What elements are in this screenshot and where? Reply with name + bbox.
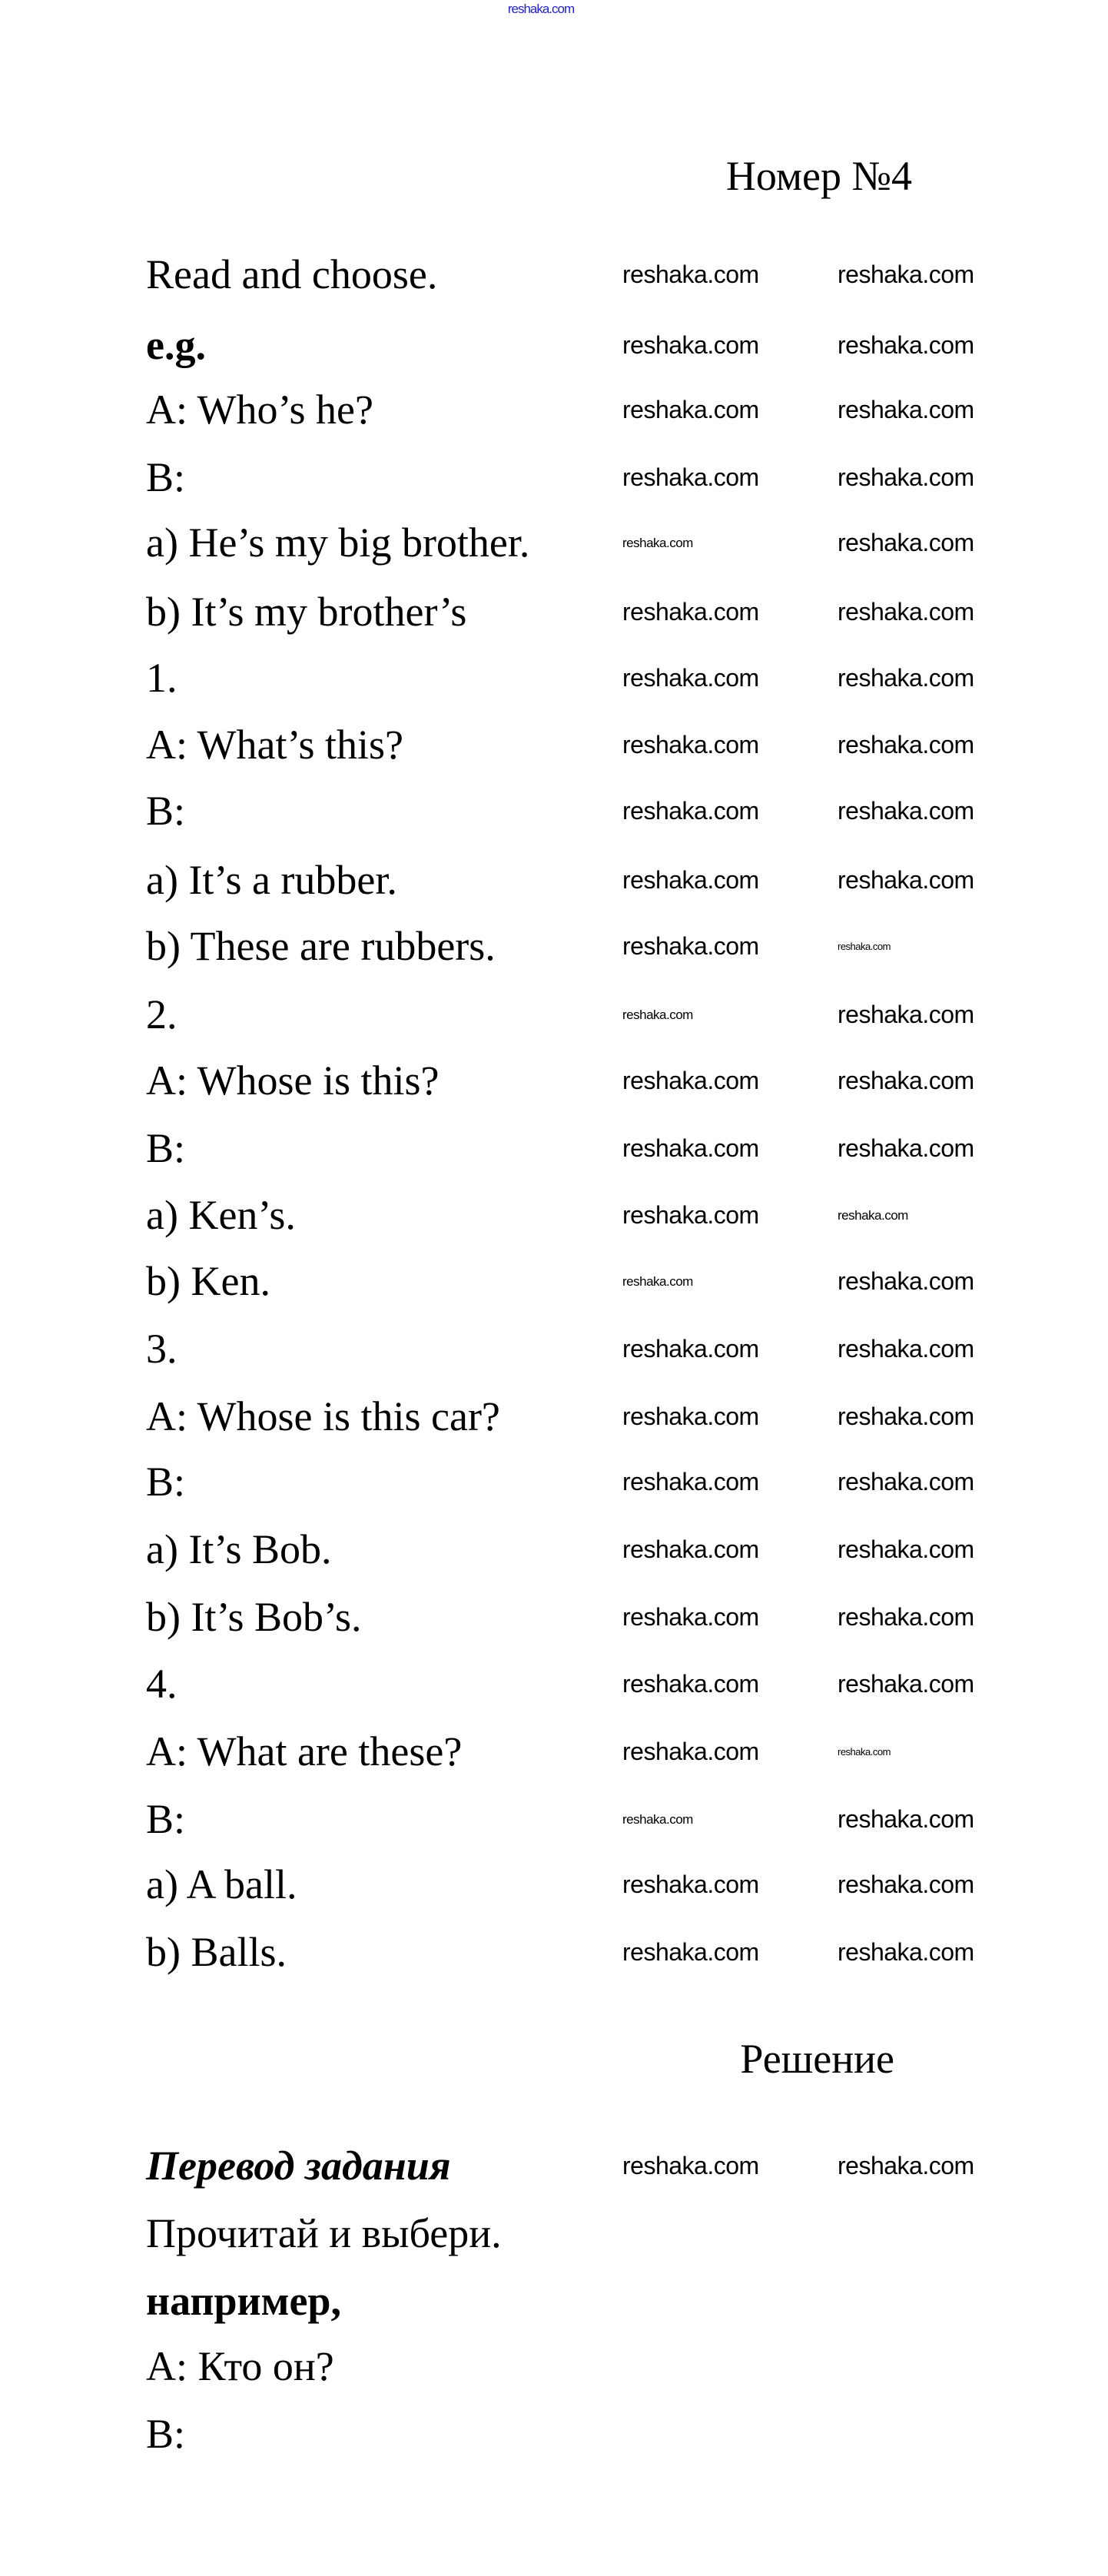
watermark-text: reshaka.com [838,1670,974,1698]
watermark-text: reshaka.com [838,1535,974,1563]
watermark-text: reshaka.com [838,1468,974,1495]
watermark-text: reshaka.com [838,2152,974,2179]
item-answer-label: B: [146,788,186,834]
example-option-b: b) It’s my brother’s [146,589,467,635]
watermark-text: reshaka.com [622,1738,759,1765]
example-label: e.g. [146,322,206,368]
watermark-text: reshaka.com [838,1335,974,1363]
watermark-text: reshaka.com [838,1603,974,1631]
watermark-text: reshaka.com [838,331,974,359]
watermark-text: reshaka.com [622,1335,759,1363]
item-option-b: b) Ken. [146,1258,270,1304]
example-answer-label: B: [146,454,186,500]
item-number: 2. [146,991,177,1037]
example-option-a: a) He’s my big brother. [146,520,530,566]
translation-question: A: Кто он? [146,2343,334,2389]
watermark-text: reshaka.com [622,932,759,960]
watermark-text: reshaka.com [838,1267,974,1295]
watermark-text: reshaka.com [838,396,974,423]
item-option-a: a) It’s Bob. [146,1526,332,1572]
watermark-text: reshaka.com [838,664,974,692]
translation-instruction: Прочитай и выбери. [146,2210,502,2256]
watermark-text: reshaka.com [622,664,759,692]
translation-answer-label: B: [146,2411,186,2457]
item-option-a: a) Ken’s. [146,1192,296,1238]
watermark-text: reshaka.com [622,1670,759,1698]
watermark-text: reshaka.com [622,731,759,759]
item-answer-label: B: [146,1459,186,1505]
watermark-text: reshaka.com [838,941,891,952]
watermark-text: reshaka.com [622,1134,759,1162]
watermark-text: reshaka.com [622,2152,759,2179]
watermark-text: reshaka.com [622,331,759,359]
page-title: Номер №4 [725,153,912,199]
watermark-text: reshaka.com [838,866,974,894]
solution-heading: Решение [740,2036,894,2082]
watermark-text: reshaka.com [838,1938,974,1966]
watermark-text: reshaka.com [622,1468,759,1495]
item-question: A: What’s this? [146,722,403,768]
item-option-a: a) A ball. [146,1861,297,1907]
item-number: 4. [146,1661,177,1707]
watermark-text: reshaka.com [622,463,759,491]
watermark-text: reshaka.com [838,598,974,626]
translation-example-label: например, [146,2278,341,2324]
item-question: A: What are these? [146,1728,463,1774]
watermark-text: reshaka.com [622,1201,759,1229]
item-option-b: b) These are rubbers. [146,923,496,969]
watermark-text: reshaka.com [622,1067,759,1094]
item-option-b: b) It’s Bob’s. [146,1594,362,1640]
watermark-text: reshaka.com [622,866,759,894]
watermark-text: reshaka.com [622,396,759,423]
watermark-text: reshaka.com [838,261,974,288]
watermark-text: reshaka.com [622,1535,759,1563]
item-question: A: Whose is this? [146,1057,440,1104]
item-answer-label: B: [146,1125,186,1171]
watermark-text: reshaka.com [838,1208,908,1223]
watermark-text: reshaka.com [622,797,759,825]
item-number: 1. [146,655,177,701]
watermark-text: reshaka.com [622,261,759,288]
watermark-text: reshaka.com [622,1403,759,1430]
watermark-text: reshaka.com [622,1603,759,1631]
watermark-text: reshaka.com [622,1007,693,1022]
watermark-text: reshaka.com [622,536,693,550]
watermark-text: reshaka.com [838,1746,891,1758]
example-question: A: Who’s he? [146,387,373,433]
item-question: A: Whose is this car? [146,1393,500,1439]
item-option-b: b) Balls. [146,1929,287,1975]
header-watermark-link[interactable]: reshaka.com [507,2,575,16]
watermark-text: reshaka.com [838,1805,974,1833]
watermark-text: reshaka.com [838,529,974,556]
watermark-text: reshaka.com [838,1001,974,1028]
task-instruction: Read and choose. [146,251,438,297]
watermark-text: reshaka.com [838,1403,974,1430]
watermark-text: reshaka.com [622,598,759,626]
watermark-text: reshaka.com [622,1871,759,1898]
item-answer-label: B: [146,1796,186,1842]
item-number: 3. [146,1326,177,1372]
watermark-text: reshaka.com [838,463,974,491]
watermark-text: reshaka.com [838,1067,974,1094]
watermark-text: reshaka.com [838,731,974,759]
watermark-text: reshaka.com [838,1871,974,1898]
watermark-text: reshaka.com [622,1274,693,1289]
watermark-text: reshaka.com [622,1812,693,1827]
translation-heading: Перевод задания [146,2143,451,2189]
watermark-text: reshaka.com [838,797,974,825]
item-option-a: a) It’s a rubber. [146,857,397,903]
watermark-text: reshaka.com [622,1938,759,1966]
watermark-text: reshaka.com [838,1134,974,1162]
